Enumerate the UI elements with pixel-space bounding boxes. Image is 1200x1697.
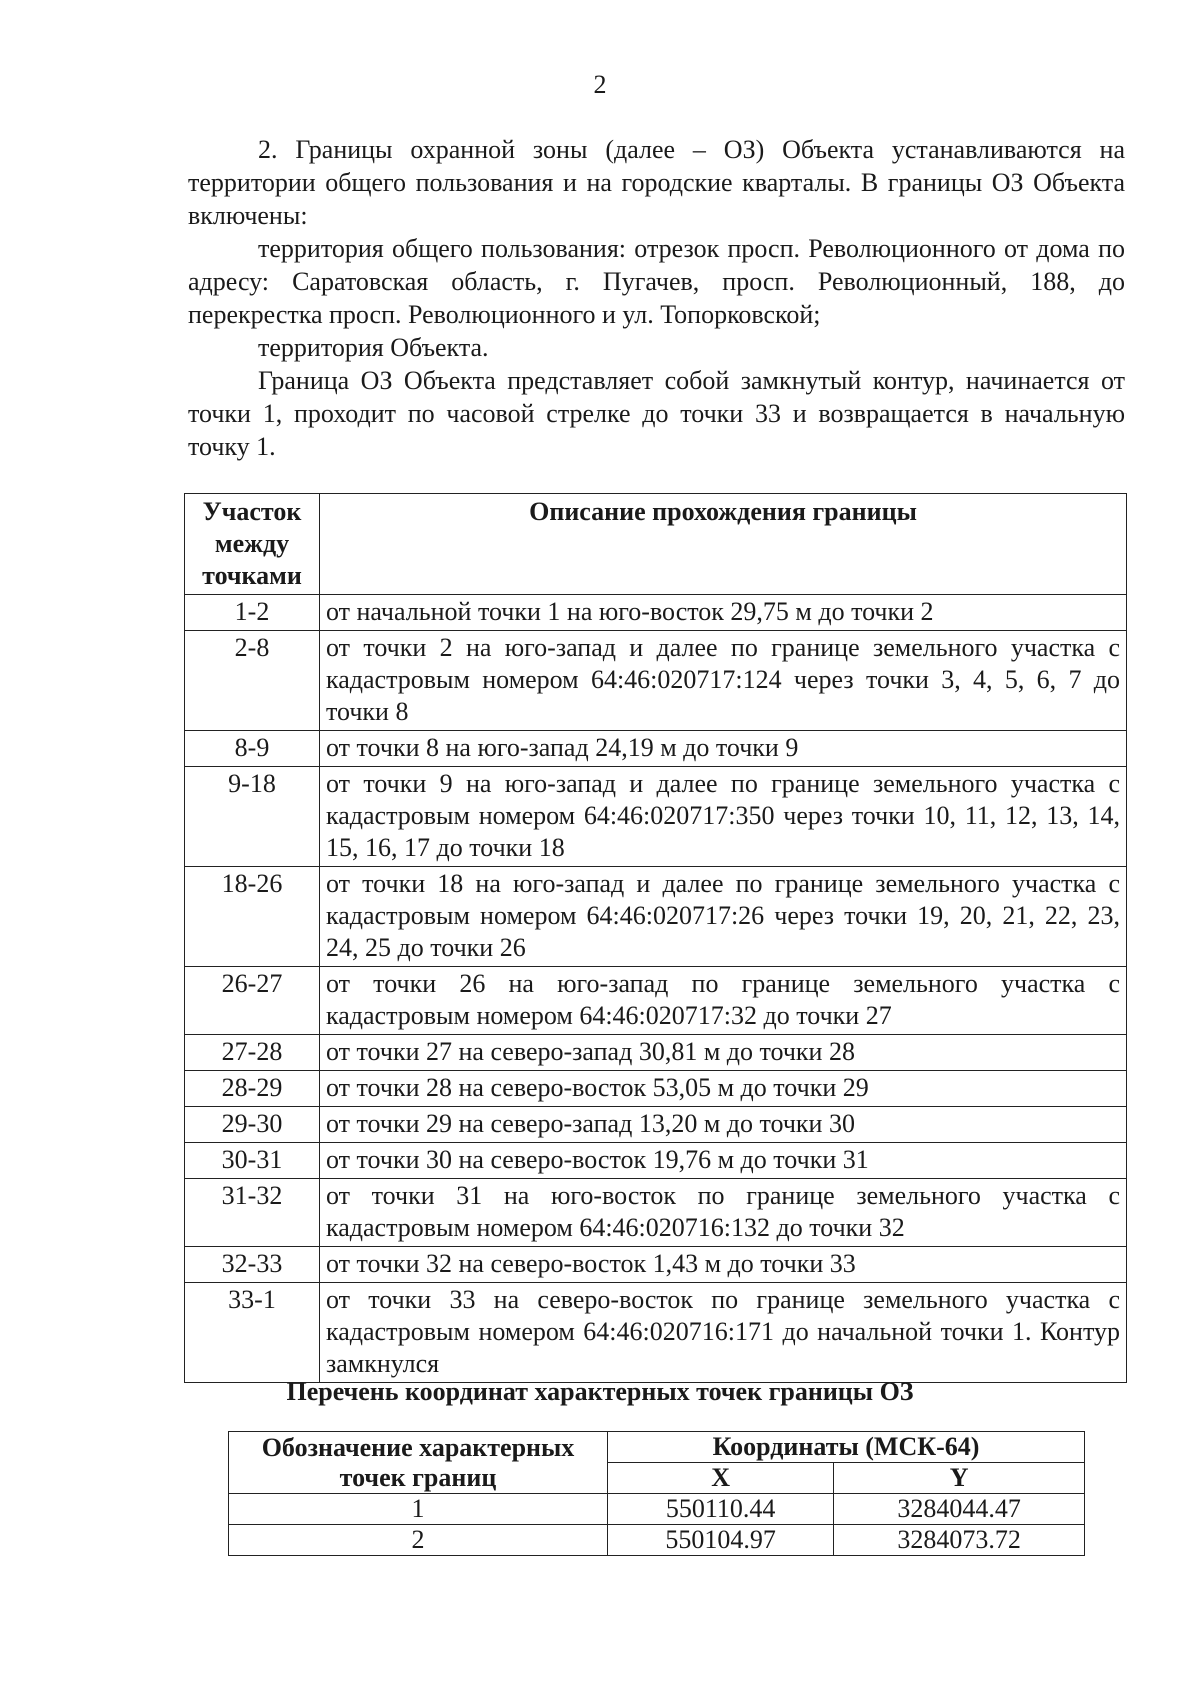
header-description: Описание прохождения границы (320, 494, 1127, 595)
section-cell: 29-30 (185, 1107, 320, 1143)
section-cell: 2-8 (185, 631, 320, 731)
table-row (185, 1071, 1127, 1107)
table-row (185, 867, 1127, 967)
header-section: Участок между точками (185, 494, 320, 595)
description-cell: от точки 18 на юго-запад и далее по границе земельного участка с кадастровым номером 64:46:020717:26 через точки 19, 20, 21, 22, 23, 24, 25 до точки 26 (320, 867, 1127, 967)
section-cell: 31-32 (185, 1179, 320, 1247)
header-point-name: Обозначение характерных точек границ (229, 1432, 608, 1494)
paragraph: 2. Границы охранной зоны (далее – ОЗ) Объекта устанавливаются на территории общего пользования и на городские кварталы. В границы ОЗ Объекта включены: (188, 135, 1125, 230)
description-cell: от точки 26 на юго-запад по границе земельного участка с кадастровым номером 64:46:020717:32 до точки 27 (320, 967, 1127, 1035)
paragraph: Граница ОЗ Объекта представляет собой замкнутый контур, начинается от точки 1, проходит по часовой стрелке до точки 33 и возвращается в начальную точку 1. (188, 366, 1125, 461)
header-x: X (608, 1463, 834, 1494)
section-cell: 1-2 (185, 595, 320, 631)
table-header-row (185, 494, 1127, 595)
description-cell: от точки 31 на юго-восток по границе земельного участка с кадастровым номером 64:46:020716:132 до точки 32 (320, 1179, 1127, 1247)
description-cell: от точки 33 на северо-восток по границе земельного участка с кадастровым номером 64:46:020716:171 до начальной точки 1. Контур замкнулся (320, 1283, 1127, 1383)
coord-x-cell: 550104.97 (608, 1525, 834, 1556)
header-coordinates: Координаты (МСК-64) (608, 1432, 1085, 1463)
table-row (185, 1143, 1127, 1179)
section-cell: 33-1 (185, 1283, 320, 1383)
description-cell: от точки 9 на юго-запад и далее по границе земельного участка с кадастровым номером 64:46:020717:350 через точки 10, 11, 12, 13, 14, 15, 16, 17 до точки 18 (320, 767, 1127, 867)
coord-point-cell: 2 (229, 1525, 608, 1556)
table-row (185, 631, 1127, 731)
body-text (188, 133, 1125, 463)
coord-y-cell: 3284073.72 (834, 1525, 1085, 1556)
section-cell: 9-18 (185, 767, 320, 867)
description-cell: от точки 30 на северо-восток 19,76 м до точки 31 (320, 1143, 1127, 1179)
header-y: Y (834, 1463, 1085, 1494)
table-row (185, 731, 1127, 767)
table-row (185, 1179, 1127, 1247)
section-cell: 28-29 (185, 1071, 320, 1107)
coord-y-cell: 3284044.47 (834, 1494, 1085, 1525)
section-cell: 32-33 (185, 1247, 320, 1283)
coord-point-cell: 1 (229, 1494, 608, 1525)
description-cell: от точки 28 на северо-восток 53,05 м до точки 29 (320, 1071, 1127, 1107)
table-row (185, 1035, 1127, 1071)
section-cell: 26-27 (185, 967, 320, 1035)
description-cell: от точки 29 на северо-запад 13,20 м до точки 30 (320, 1107, 1127, 1143)
description-cell: от точки 2 на юго-запад и далее по границе земельного участка с кадастровым номером 64:46:020717:124 через точки 3, 4, 5, 6, 7 до точки 8 (320, 631, 1127, 731)
table-row (185, 1107, 1127, 1143)
coordinates-table (228, 1431, 1085, 1556)
paragraph: территория общего пользования: отрезок просп. Революционного от дома по адресу: Саратовская область, г. Пугачев, просп. Революционный, 188, до перекрестка просп. Революционного и ул. Топорковской; (188, 234, 1125, 329)
page-number: 2 (593, 70, 607, 99)
boundary-description-table (184, 493, 1127, 1383)
description-cell: от начальной точки 1 на юго-восток 29,75 м до точки 2 (320, 595, 1127, 631)
table-header-row (229, 1432, 1085, 1463)
table-row (229, 1525, 1085, 1556)
table-row (185, 595, 1127, 631)
section-cell: 27-28 (185, 1035, 320, 1071)
table-row (185, 767, 1127, 867)
table-row (185, 1283, 1127, 1383)
table-row (185, 967, 1127, 1035)
section-cell: 18-26 (185, 867, 320, 967)
description-cell: от точки 27 на северо-запад 30,81 м до точки 28 (320, 1035, 1127, 1071)
section-cell: 8-9 (185, 731, 320, 767)
coordinates-title: Перечень координат характерных точек границы ОЗ (286, 1377, 914, 1406)
coord-x-cell: 550110.44 (608, 1494, 834, 1525)
description-cell: от точки 8 на юго-запад 24,19 м до точки 9 (320, 731, 1127, 767)
section-cell: 30-31 (185, 1143, 320, 1179)
table-row (185, 1247, 1127, 1283)
paragraph: территория Объекта. (258, 333, 489, 362)
table-row (229, 1494, 1085, 1525)
description-cell: от точки 32 на северо-восток 1,43 м до точки 33 (320, 1247, 1127, 1283)
